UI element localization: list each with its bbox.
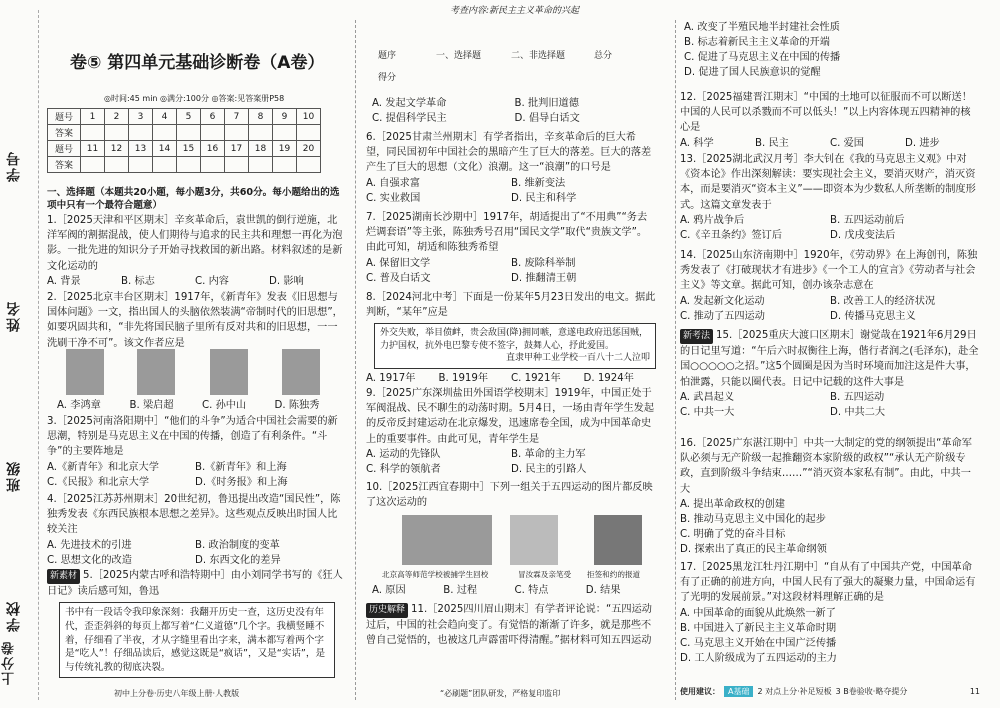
question-11-options: A. 改变了半殖民地半封建社会性质 B. 标志着新民主主义革命的开端 C. 促进了马克思主义在中国的传播 D. 促进了国人民族意识的觉醒 [684,22,841,78]
question-2: 2.［2025北京丰台区期末］1917年，《新青年》发表《旧思想与国体问题》一文，指出国人的头脑依然装满“帝制时代的旧思想”，如要巩固共和，“非先将国民脑子里所有反对共和的旧思想，一一洗刷干净不可”。该文作者应是 [47,292,343,349]
portrait-li-hongzhang [66,349,104,395]
page-title: 卷⑤ 第四单元基础诊断卷（A卷） [70,53,325,73]
side-label-school: 学校 [6,600,22,632]
photo-confession [510,515,558,565]
question-5-options: A. 发起文学革命 B. 批判旧道德 C. 提倡科学民主 D. 倡导白话文 [372,98,580,124]
question-17: 17.［2025黑龙江牡丹江期中］“自从有了中国共产党，中国革命有了正确的前进方向，中国人民有了强大的凝聚力量，中国命运有了光明的发展前景。”对这段材料理解正确的是 A. 中国革命的面貌从此焕然一新了 B. 中国进入了新民主主义革命时期 C. 马克思主义开始在中国广泛传播 D. 工人阶级成为了五四运动的主力 [680,560,980,666]
footer-left: 初中上分卷·历史八年级上册·人教版 [114,689,240,698]
question-11: 历史解释 11.［2025四川眉山期末］有学者评论说：“五四运动过后，中国的社会趋向变了。有觉悟的渐渐了许多，就是那些不曾自己觉悟的，也被这几声霹雷吓得清醒。”据材料可知五四运动 [366,604,652,647]
usage-bar: 使用建议： A基础 2 对点上分·补足短板 3 B卷验收·略夺提分 11 [680,687,980,696]
portrait-sun-zhongshan [210,349,248,395]
question-10: 10.［2025江西宜春期中］下列一组关于五四运动的图片都反映了这次运动的 [366,482,653,509]
answer-grid-row: 答案 [48,157,321,173]
options: A. 武昌起义 B. 五四运动 C. 中共一大 D. 中共二大 [680,391,886,418]
question-13: 13.［2025湖北武汉月考］李大钊在《我的马克思主义观》中对《资本论》作出深刻解读：要实现社会主义，要消灭财产，消灭资本，而是要消灭“资本主义”——即资本为少数私人所垄断的制度形式。这篇文章发表于 A. 鸦片战争后 B. 五四运动前后 C.《辛丑条约》签订后 D. 戊戌变法后 [680,152,980,243]
options: A. 鸦片战争后 B. 五四运动前后 C.《辛丑条约》签订后 D. 戊戌变法后 [680,214,905,241]
brand-label: 上分卷 [2,640,17,685]
row-label: 题号 [48,109,81,125]
usage-step-3: 3 B卷验收·略夺提分 [835,687,908,696]
question-5: 新素材 5.［2025内蒙古呼和浩特期中］由小刘同学书写的《狂人日记》读后感可知，鲁迅 书中有一段话令我印象深刻：我翻开历史一查，这历史没有年代，歪歪斜斜的每页上都写着“仁义道德”几个字。我横竖睡不着，仔细看了半夜，才从字缝里看出字来，满本都写着两个字是“吃人”！仔细品读后，感觉这既是“疯话”，又是“实话”，是与传统礼教的彻底决裂。 [47,568,343,678]
answer-grid-row: 答案 [48,125,321,141]
options: A. 1917年 B. 1919年 C. 1921年 D. 1924年 [366,372,634,384]
exam-meta: ◎时间:45 min ◎满分:100分 ◎答案:见答案册P58 [104,94,285,103]
column-divider [675,20,676,700]
question-1: 1.［2025天津和平区期末］辛亥革命后，袁世凯的倒行逆施，北洋军阀的割据混战，使人们期待与追求的民主共和理想一再化为泡影。一批先进的知识分子开始寻找救国的新出路。材料叙述的是新文化运动的 A. 背景 B. 标志 C. 内容 D. 影响 [47,215,343,287]
footer-mid: “必刷题”团队研发，严格复印监印 [440,689,561,698]
options: A. 发起新文化运动 B. 改善工人的经济状况 C. 推动了五四运动 D. 传播马克思主义 [680,295,936,322]
usage-step-1: A基础 [724,686,753,697]
question-7: 7.［2025湖南长沙期中］1917年，胡适提出了“不用典”“务去烂调套语”等主张，陈独秀号召用“国民文学”取代“贵族文学”。由此可知，胡适和陈独秀希望 A. 保留旧文学 B. 废除科举制 C. 普及白话文 D. 推翻清王朝 [366,210,656,286]
tag-new-method: 新考法 [680,329,713,344]
tag-new-material: 新素材 [47,569,80,584]
options: A. 背景 B. 标志 C. 内容 D. 影响 [47,275,304,287]
question-6: 6.［2025甘肃兰州期末］有学者指出，辛亥革命后的巨大希望，同民国初年中国社会的黑暗产生了巨大的落差。巨大的落差产生了巨大的思想（文化）浪潮。这一“浪潮”的口号是 A. 自强求富 B. 维新变法 C. 实业救国 D. 民主和科学 [366,130,656,206]
options: A.《新青年》和北京大学 B.《新青年》和上海 C.《民报》和北京大学 D.《时务报》和上海 [47,461,288,488]
photo-students-return [402,515,492,565]
section-heading: 一、选择题（本题共20小题，每小题3分，共60分。每小题给出的选项中只有一个最符合题意） [47,187,340,211]
answer-grid [47,108,321,173]
options: A. 提出革命政权的创建 B. 推动马克思主义中国化的起步 C. 明确了党的奋斗目标 D. 探索出了真正的民主革命纲领 [680,498,827,555]
question-10-options: A. 原因 B. 过程 C. 特点 D. 结果 [372,585,621,596]
telegram-box: 外交失败，举目偾衅，贵会敌国(降)拥同嗾，意遂电政府迅惩国贼，力护国权，抗外电巴黎专使不签字，鼓舞人心，抒此爱国。 直隶甲种工业学校一百八十二人泣叩 [374,323,656,369]
topic-header: 考查内容:新民主主义革命的兴起 [450,6,580,16]
options: A. 李鸿章 B. 梁启超 C. 孙中山 D. 陈独秀 [57,400,320,411]
side-label-name: 姓名 [6,300,22,332]
portrait-chen-duxiu [282,349,320,395]
question-12: 12.［2025福建晋江期末］“中国的土地可以征服而不可以断送！中国的人民可以杀戮而不可以低头！”以上内容体现五四精神的核心是 A. 科学 B. 民主 C. 爱国 D. 进步 [680,90,980,151]
question-4: 4.［2025江苏苏州期末］20世纪初，鲁迅提出改造“国民性”，陈独秀发表《东西民族根本思想之差异》。这些观点反映出时国人比较关注 A. 先进技术的引进 B. 政治制度的变革 C. 思想文化的改造 D. 东西文化的差异 [47,492,343,568]
side-label-class: 班级 [6,460,22,492]
answer-grid-row: 题号 1 2 3 4 5 6 7 8 9 10 [48,109,321,125]
options: A. 运动的先锋队 B. 革命的主力军 C. 科学的领航者 D. 民主的引路人 [366,448,587,475]
portrait-liang-qichao [137,349,175,395]
quote-box: 书中有一段话令我印象深刻：我翻开历史一查，这历史没有年代，歪歪斜斜的每页上都写着“仁义道德”几个字。我横竖睡不着，仔细看了半夜，才从字缝里看出字来，满本都写着两个字是“吃人”！仔细品读后，感觉这既是“疯话”，又是“实话”，是与传统礼教的彻底决裂。 [59,602,335,678]
tag-history-interpretation: 历史解释 [366,603,408,618]
options: A. 中国革命的面貌从此焕然一新了 B. 中国进入了新民主主义革命时期 C. 马克思主义开始在中国广泛传播 D. 工人阶级成为了五四运动的主力 [680,607,837,664]
page-number: 11 [969,687,980,696]
question-15: 新考法 15.［2025重庆大渡口区期末］谢觉哉在1921年6月29日的日记里写道：“午后六时叔衡往上海，偕行者润之(毛泽东)，赴全国○○○○○之招。”这5个圆圈是因为当时环境而加注这是件大事，怕泄露，只能以圈代表。日记中记载的这件大事是 A. 武昌起义 B. 五四运动 C. 中共一大 D. 中共二大 [680,330,979,418]
question-8: 8.［2024河北中考］下面是一份某年5月23日发出的电文。据此判断，“某年”应是 外交失败，举目偾衅，贵会敌国(降)拥同嗾，意遂电政府迅惩国贼，力护国权，抗外电巴黎专使不签字，鼓舞人心，抒此爱国。 直隶甲种工业学校一百八十二人泣叩 A. 1917年 B. 1919年 C. 1921年 D. 1924年 [366,292,656,384]
options: A. 科学 B. 民主 C. 爱国 D. 进步 [680,137,940,149]
options: A. 保留旧文学 B. 废除科举制 C. 普及白话文 D. 推翻清王朝 [366,257,577,284]
question-16: 16.［2025广东湛江期中］中共一大制定的党的纲领提出“革命军队必须与无产阶级一起推翻资本家阶级的政权”“承认无产阶级专政，直到阶级斗争结束……”“消灭资本家私有制”。由此，中共一大 A. 提出革命政权的创建 B. 推动马克思主义中国化的起步 C. 明确了党的奋斗目标 D. 探索出了真正的民主革命纲领 [680,436,980,557]
answer-grid-row: 题号 11 12 13 14 15 16 17 18 19 20 [48,141,321,157]
usage-step-2: 2 对点上分·补足短板 [757,687,832,696]
question-14: 14.［2025山东济南期中］1920年，《劳动界》在上海创刊，陈独秀发表了《打破现状才有进步》《一个工人的宣言》《劳动者与社会主义》等文章。据此可知，创办该杂志意在 A. 发起新文化运动 B. 改善工人的经济状况 C. 推动了五四运动 D. 传播马克思主义 [680,248,980,324]
question-9: 9.［2025广东深圳盐田外国语学校期末］1919年，中国正处于军阀混战、民不聊生的动荡时期。5月4日，一场由青年学生发起的反帝反封建运动在北京爆发，迅速席卷全国，成为中国革命史上的重要事件。由此可见，青年学生是 A. 运动的先锋队 B. 革命的主力军 C. 科学的领航者 D. 民主的引路人 [366,388,655,475]
options: A. 自强求富 B. 维新变法 C. 实业救国 D. 民主和科学 [366,177,577,204]
question-3: 3.［2025河南洛阳期中］“他们的斗争”为适合中国社会需要的新思潮，特别是马克思主义在中国的传播，创造了有利条件。“斗争”的主要阵地是 A.《新青年》和北京大学 B.《新青年》和上海 C.《民报》和北京大学 D.《时务报》和上海 [47,414,343,490]
options: A. 先进技术的引进 B. 政治制度的变革 C. 思想文化的改造 D. 东西文化的差异 [47,539,281,566]
side-label-student-id: 学号 [6,150,22,182]
photo-newspaper-report [594,515,642,565]
binding-line [38,10,39,700]
column-divider [355,20,356,700]
